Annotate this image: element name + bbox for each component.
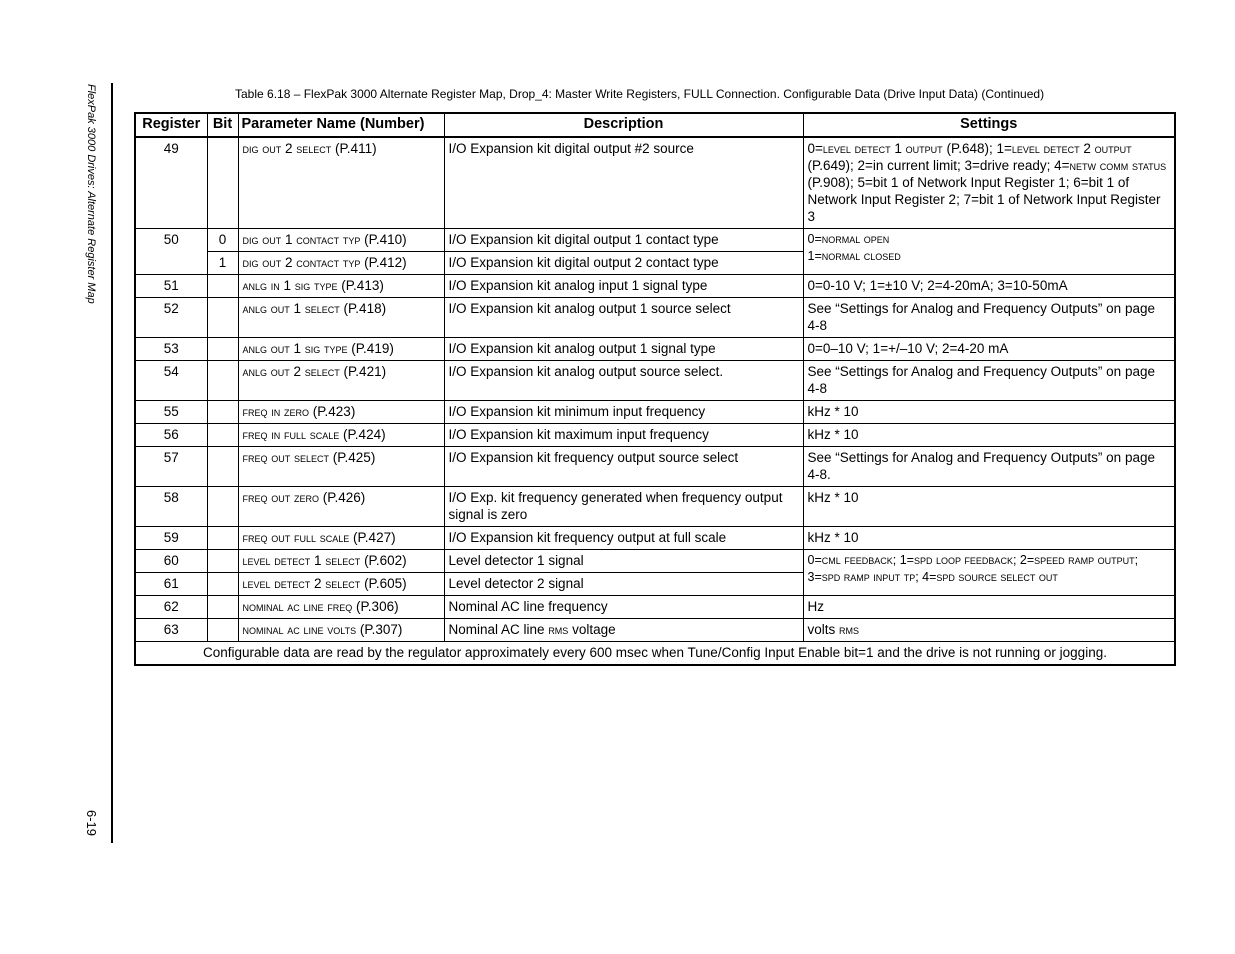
register-cell: 58 [135, 487, 207, 527]
parameter-name: nominal ac line freq [242, 599, 353, 614]
header-bit: Bit [207, 113, 238, 137]
parameter-number: (P.418) [343, 301, 387, 316]
table-row [135, 550, 1175, 573]
table-row [135, 424, 1175, 447]
settings-cell: Hz [803, 596, 1175, 619]
table-row [135, 527, 1175, 550]
table-row [135, 275, 1175, 298]
settings-cell: kHz * 10 [803, 487, 1175, 527]
parameter-number: (P.427) [353, 530, 396, 545]
parameter-cell [238, 550, 444, 573]
description-cell: Nominal AC line frequency [444, 596, 803, 619]
parameter-name: freq in zero [242, 404, 310, 419]
table-row [135, 619, 1175, 642]
settings-cell: See “Settings for Analog and Frequency Outputs” on page 4-8 [803, 361, 1175, 401]
parameter-cell [238, 619, 444, 642]
parameter-cell [238, 401, 444, 424]
description-cell: I/O Exp. kit frequency generated when frequency output signal is zero [444, 487, 803, 527]
header-parameter-name: Parameter Name (Number) [238, 113, 444, 137]
table-row [135, 137, 1175, 229]
parameter-name: dig out 2 select [242, 141, 332, 156]
settings-text: 0= [807, 141, 823, 156]
description-cell: I/O Expansion kit maximum input frequency [444, 424, 803, 447]
settings-text: ; 1= [892, 553, 914, 567]
parameter-number: (P.413) [341, 278, 384, 293]
table-header-row [135, 113, 1175, 137]
description-cell [444, 619, 803, 642]
table-row [135, 487, 1175, 527]
register-map-table [134, 112, 1176, 666]
register-cell: 63 [135, 619, 207, 642]
table-caption: Table 6.18 – FlexPak 3000 Alternate Register Map, Drop_4: Master Write Registers, FULL Connection. Configurable Data (Drive Input Data) (Continued) [235, 87, 1045, 101]
settings-param: speed ramp output [1034, 553, 1135, 567]
bit-cell [207, 596, 238, 619]
parameter-number: (P.426) [322, 490, 366, 505]
register-cell: 50 [135, 229, 207, 275]
settings-cell: 0=0-10 V; 1=±10 V; 2=4-20mA; 3=10-50mA [803, 275, 1175, 298]
settings-text: (P.908); 5=bit 1 of Network Input Register 1; 6=bit 1 of Network Input Register 2; 7=bit 1 of Network Input Register 3 [807, 175, 1161, 224]
table-row [135, 298, 1175, 338]
parameter-name: anlg out 1 sig type [242, 341, 348, 356]
table-row [135, 229, 1175, 252]
table-row [135, 338, 1175, 361]
settings-cell: See “Settings for Analog and Frequency Outputs” on page 4-8. [803, 447, 1175, 487]
register-cell: 55 [135, 401, 207, 424]
description-cell: I/O Expansion kit digital output 2 contact type [444, 252, 803, 275]
bit-cell [207, 424, 238, 447]
description-cell: I/O Expansion kit minimum input frequency [444, 401, 803, 424]
parameter-name: anlg out 1 select [242, 301, 340, 316]
description-cell: I/O Expansion kit analog output 1 source select [444, 298, 803, 338]
settings-param: spd ramp input tp [821, 570, 916, 584]
parameter-name: freq out zero [242, 490, 319, 505]
table-footnote-row [135, 642, 1175, 666]
register-cell: 59 [135, 527, 207, 550]
settings-text: 0= [807, 553, 822, 567]
settings-param: cml feedback [821, 553, 893, 567]
settings-cell [803, 229, 1175, 275]
parameter-cell [238, 596, 444, 619]
parameter-cell [238, 447, 444, 487]
parameter-number: (P.425) [332, 450, 376, 465]
settings-param: level detect 1 output [822, 141, 943, 156]
settings-text: 0= [807, 232, 822, 246]
bit-cell [207, 619, 238, 642]
parameter-cell [238, 338, 444, 361]
table-row [135, 596, 1175, 619]
parameter-name: level detect 1 select [242, 553, 361, 568]
bit-cell: 0 [207, 229, 238, 252]
settings-param: level detect 2 output [1011, 141, 1132, 156]
description-text: Nominal AC line [448, 622, 545, 637]
header-description: Description [444, 113, 803, 137]
parameter-cell [238, 573, 444, 596]
parameter-name: freq out select [242, 450, 330, 465]
settings-param: normal closed [821, 249, 901, 263]
settings-text: (P.649); 2=in current limit; 3=drive ready; 4= [807, 158, 1070, 173]
header-register: Register [135, 113, 207, 137]
description-cell: I/O Expansion kit frequency output at full scale [444, 527, 803, 550]
description-cell: I/O Expansion kit frequency output source select [444, 447, 803, 487]
running-title: FlexPak 3000 Drives: Alternate Register Map [85, 84, 97, 304]
parameter-cell [238, 361, 444, 401]
parameter-number: (P.307) [359, 622, 403, 637]
description-cell: I/O Expansion kit analog output source select. [444, 361, 803, 401]
register-cell: 52 [135, 298, 207, 338]
parameter-cell [238, 275, 444, 298]
parameter-number: (P.411) [335, 141, 377, 156]
parameter-number: (P.410) [364, 232, 407, 247]
parameter-name: anlg in 1 sig type [242, 278, 338, 293]
table-footnote: Configurable data are read by the regulator approximately every 600 msec when Tune/Config Input Enable bit=1 and the drive is not running or jogging. [135, 642, 1175, 666]
settings-param: spd loop feedback [913, 553, 1013, 567]
parameter-number: (P.412) [364, 255, 407, 270]
settings-abbrev: rms [839, 622, 860, 637]
description-cell: I/O Expansion kit digital output 1 contact type [444, 229, 803, 252]
parameter-cell [238, 487, 444, 527]
settings-text: 1= [807, 249, 822, 263]
parameter-name: nominal ac line volts [242, 622, 357, 637]
register-cell: 53 [135, 338, 207, 361]
settings-cell: kHz * 10 [803, 401, 1175, 424]
settings-text: volts [807, 622, 836, 637]
settings-cell [803, 619, 1175, 642]
bit-cell [207, 573, 238, 596]
bit-cell: 1 [207, 252, 238, 275]
bit-cell [207, 298, 238, 338]
bit-cell [207, 275, 238, 298]
parameter-number: (P.424) [343, 427, 386, 442]
bit-cell [207, 401, 238, 424]
parameter-number: (P.421) [343, 364, 387, 379]
description-abbrev: rms [548, 622, 569, 637]
parameter-cell [238, 229, 444, 252]
parameter-name: level detect 2 select [242, 576, 361, 591]
settings-text: ; 2= [1012, 553, 1035, 567]
parameter-cell [238, 252, 444, 275]
bit-cell [207, 487, 238, 527]
parameter-name: freq out full scale [242, 530, 350, 545]
settings-param: spd source select out [936, 570, 1058, 584]
settings-param: netw comm status [1069, 158, 1167, 173]
register-cell: 56 [135, 424, 207, 447]
parameter-number: (P.602) [364, 553, 407, 568]
description-cell: I/O Expansion kit digital output #2 source [444, 137, 803, 229]
parameter-number: (P.605) [364, 576, 407, 591]
parameter-name: dig out 2 contact typ [242, 255, 361, 270]
parameter-number: (P.306) [356, 599, 399, 614]
settings-text: ; 3= [807, 553, 1139, 584]
bit-cell [207, 338, 238, 361]
register-cell: 57 [135, 447, 207, 487]
description-cell: Level detector 1 signal [444, 550, 803, 573]
register-cell: 62 [135, 596, 207, 619]
register-cell: 60 [135, 550, 207, 573]
page-number: 6-19 [84, 810, 99, 837]
parameter-name: freq in full scale [242, 427, 340, 442]
settings-cell [803, 137, 1175, 229]
parameter-cell [238, 527, 444, 550]
settings-cell: 0=0–10 V; 1=+/–10 V; 2=4-20 mA [803, 338, 1175, 361]
parameter-name: anlg out 2 select [242, 364, 340, 379]
header-settings: Settings [803, 113, 1175, 137]
margin-rule [111, 83, 113, 843]
settings-cell: kHz * 10 [803, 527, 1175, 550]
parameter-name: dig out 1 contact typ [242, 232, 361, 247]
register-cell: 51 [135, 275, 207, 298]
bit-cell [207, 550, 238, 573]
parameter-number: (P.419) [351, 341, 394, 356]
settings-cell: kHz * 10 [803, 424, 1175, 447]
settings-text: (P.648); 1= [946, 141, 1012, 156]
table-row [135, 447, 1175, 487]
description-cell: Level detector 2 signal [444, 573, 803, 596]
table-row [135, 361, 1175, 401]
parameter-cell [238, 137, 444, 229]
register-cell: 61 [135, 573, 207, 596]
description-cell: I/O Expansion kit analog input 1 signal type [444, 275, 803, 298]
table-row [135, 401, 1175, 424]
settings-cell [803, 550, 1175, 596]
register-cell: 49 [135, 137, 207, 229]
bit-cell [207, 527, 238, 550]
register-cell: 54 [135, 361, 207, 401]
bit-cell [207, 361, 238, 401]
bit-cell [207, 447, 238, 487]
settings-param: normal open [821, 232, 890, 246]
description-cell: I/O Expansion kit analog output 1 signal type [444, 338, 803, 361]
settings-text: ; 4= [915, 570, 937, 584]
settings-cell: See “Settings for Analog and Frequency Outputs” on page 4-8 [803, 298, 1175, 338]
description-text: voltage [572, 622, 616, 637]
parameter-cell [238, 424, 444, 447]
parameter-number: (P.423) [312, 404, 356, 419]
parameter-cell [238, 298, 444, 338]
bit-cell [207, 137, 238, 229]
